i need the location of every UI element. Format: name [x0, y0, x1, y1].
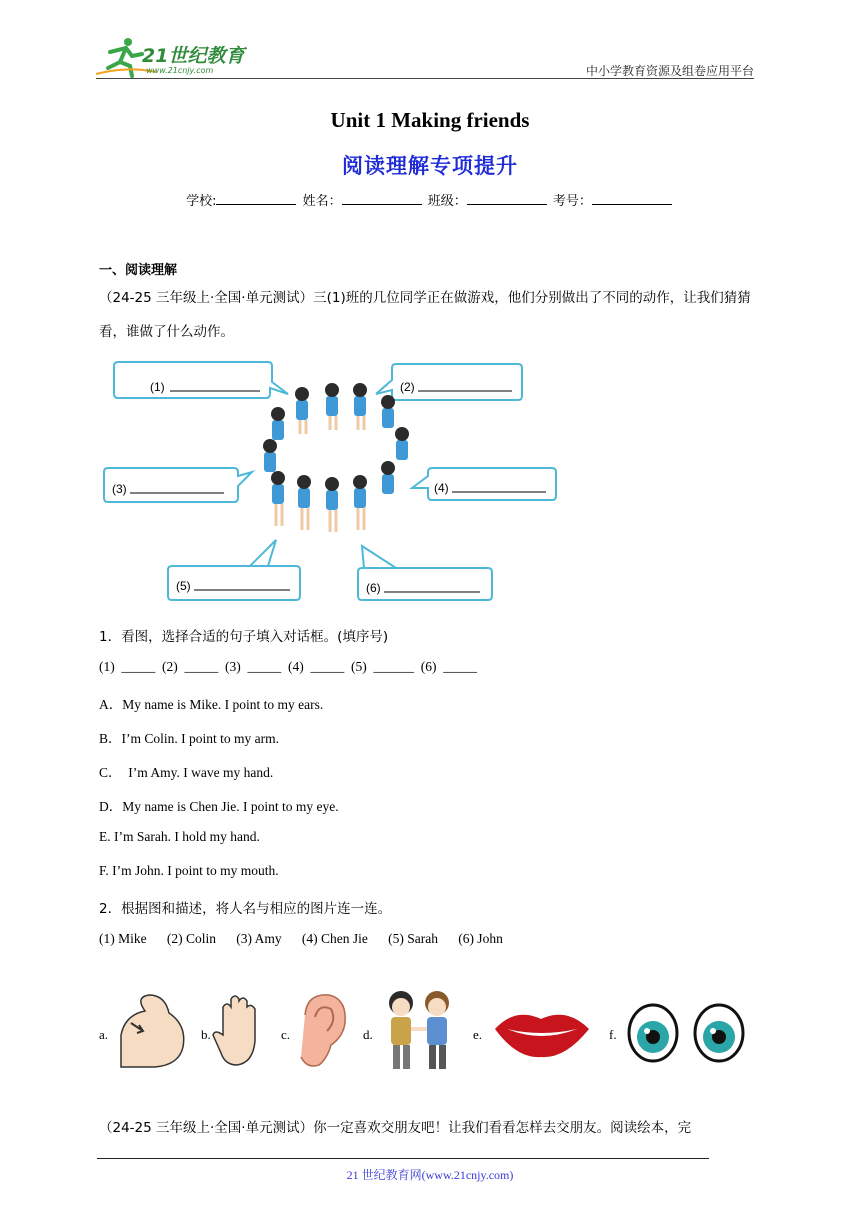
passage1-intro: （24-25 三年级上·全国·单元测试）三(1)班的几位同学正在做游戏，他们分别做出了不同的动作，让我们猜猜看，谁做了什么动作。: [99, 290, 751, 340]
hand-icon: [213, 996, 255, 1065]
student-info-line: [0, 190, 860, 209]
exam-no-blank[interactable]: [592, 192, 672, 205]
section-heading: 一、阅读理解: [99, 263, 178, 278]
speech-bubble-2: [376, 364, 522, 400]
speech-bubble-6: [358, 546, 492, 600]
shaking-hands-icon: [389, 991, 449, 1069]
name-label: 姓名：: [302, 194, 342, 209]
bubble-5-label: (5): [176, 579, 191, 593]
name-blank[interactable]: [342, 192, 422, 205]
pic-f-label: f.: [609, 1027, 617, 1042]
pic-d-label: d.: [363, 1027, 373, 1042]
bubble-1-label: (1): [150, 380, 165, 394]
speech-bubble-4: [412, 468, 556, 500]
exam-no-label: 考号：: [552, 194, 592, 209]
bubble-2-label: (2): [400, 380, 415, 394]
class-label: 班级：: [427, 194, 467, 209]
eyes-icon: [629, 1005, 743, 1061]
speech-bubble-1: [114, 362, 288, 398]
logo-text: 21世纪教育: [142, 45, 245, 67]
speech-bubble-5: [168, 540, 300, 600]
q1-blanks[interactable]: (1) _____ (2) _____ (3) _____ (4) _____ (5) ______ (6) _____: [99, 659, 477, 674]
q1-option-a: A．My name is Mike. I point to my ears.: [99, 697, 324, 712]
class-blank[interactable]: [467, 192, 547, 205]
pic-c-label: c.: [281, 1027, 291, 1042]
q1-option-f: F. I’m John. I point to my mouth.: [99, 863, 279, 878]
pic-e-label: e.: [473, 1027, 483, 1042]
q1-option-b: B．I’m Colin. I point to my arm.: [99, 731, 279, 746]
children-circle-figure: [100, 356, 560, 606]
pic-b-label: b.: [201, 1027, 211, 1042]
q2-names: (1) Mike (2) Colin (3) Amy (4) Chen Jie (5) Sarah (6) John: [99, 931, 503, 946]
school-label: 学校:: [186, 194, 217, 209]
q1-stem: 1．看图，选择合适的句子填入对话框。(填序号): [99, 629, 389, 645]
body-parts-figure: [95, 985, 755, 1075]
platform-name: 中小学教育资源及组卷应用平台: [585, 64, 754, 78]
logo-url: www.21cnjy.com: [146, 66, 214, 75]
q1-option-c: C． I’m Amy. I wave my hand.: [99, 765, 274, 780]
arm-icon: [121, 995, 184, 1067]
q2-stem: 2．根据图和描述，将人名与相应的图片连一连。: [99, 901, 392, 917]
pic-a-label: a.: [99, 1027, 109, 1042]
passage2-intro: （24-25 三年级上·全国·单元测试）你一定喜欢交朋友吧！让我们看看怎样去交朋友。阅读绘本，完: [99, 1120, 692, 1136]
site-logo: [96, 36, 256, 78]
ear-icon: [301, 995, 345, 1066]
q1-option-e: E. I’m Sarah. I hold my hand.: [99, 829, 260, 844]
bubble-4-label: (4): [434, 481, 449, 495]
page-subtitle: 阅读理解专项提升: [342, 154, 518, 178]
page-title: Unit 1 Making friends: [330, 108, 530, 132]
header-divider: [96, 78, 754, 79]
speech-bubble-3: [104, 468, 252, 502]
mouth-icon: [495, 1015, 589, 1057]
bubble-6-label: (6): [366, 581, 381, 595]
footer-divider: [97, 1158, 709, 1159]
school-blank[interactable]: [216, 192, 296, 205]
footer-text: 21 世纪教育网(www.21cnjy.com): [346, 1168, 514, 1182]
children-group: [263, 383, 409, 532]
bubble-3-label: (3): [112, 482, 127, 496]
q1-option-d: D．My name is Chen Jie. I point to my eye.: [99, 799, 339, 814]
